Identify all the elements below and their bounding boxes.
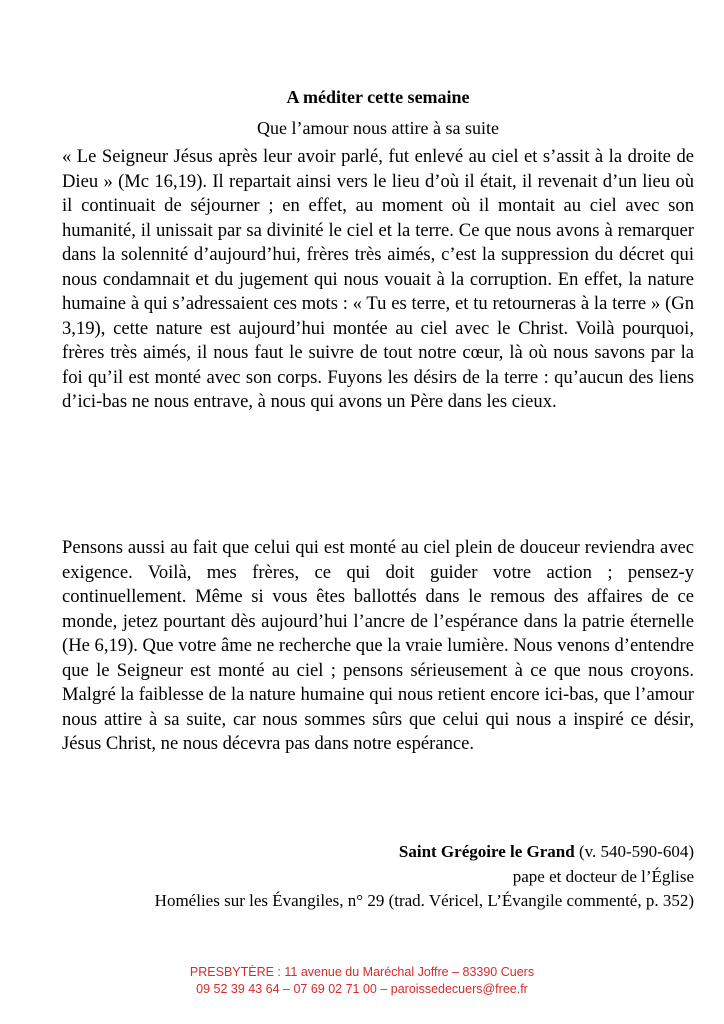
author-dates: (v. 540-590-604)	[574, 842, 694, 861]
page-subtitle: Que l’amour nous attire à sa suite	[257, 118, 499, 138]
author-role: pape et docteur de l’Église	[512, 867, 694, 886]
body-paragraph-2: Pensons aussi au fait que celui qui est monté au ciel plein de douceur reviendra avec exigence. Voilà, mes frères, ce qui doit guider votre action ; pensez-y continuellement. Même si vous êtes ballottés dans le remous des affaires de ce monde, jetez pourtant dès aujourd’hui l’ancre de l’espérance dans la patrie éternelle (He 6,19). Que votre âme ne recherche que la vraie lumière. Nous venons d’entendre que le Seigneur est monté au ciel ; pensons sérieusement à ce que nous croyons. Malgré la faiblesse de la nature humaine qui nous retient encore ici-bas, que l’amour nous attire à sa suite, car nous sommes sûrs que celui qui nous a inspiré ce désir, Jésus Christ, ne nous décevra pas dans notre espérance.	[62, 537, 694, 754]
author-name: Saint Grégoire le Grand	[398, 842, 575, 861]
body-paragraph-1: « Le Seigneur Jésus après leur avoir parlé, fut enlevé au ciel et s’assit à la droite de Dieu » (Mc 16,19). Il repartait ainsi vers le lieu d’où il était, il revenait d’un lieu où il continuait de séjourner ; en effet, au moment où il montait au ciel avec son humanité, il unissait par sa divinité le ciel et la terre. Ce que nous avons à remarquer dans la solennité d’aujourd’hui, frères très aimés, c’est la suppression du décret qui nous condamnait et du jugement qui nous vouait à la corruption. En effet, la nature humaine à qui s’adressaient ces mots : « Tu es terre, et tu retourneras à la terre » (Gn 3,19), cette nature est aujourd’hui montée au ciel avec le Christ. Voilà pourquoi, frères très aimés, il nous faut le suivre de tout notre cœur, là où nous savons par la foi qu’il est monté avec son corps. Fuyons les désirs de la terre : qu’aucun des liens d’ici-bas ne nous entrave, à nous qui avons un Père dans les cieux.	[62, 146, 694, 412]
source-reference: Homélies sur les Évangiles, n° 29 (trad. Véricel, L’Évangile commenté, p. 352)	[154, 891, 694, 910]
footer-address: PRESBYTÈRE : 11 avenue du Maréchal Joffre – 83390 Cuers	[189, 965, 535, 979]
document-page	[62, 0, 694, 1024]
signature-line	[62, 841, 694, 863]
page-title: A méditer cette semaine	[286, 87, 470, 107]
footer-contact: 09 52 39 43 64 – 07 69 02 71 00 – paroissedecuers@free.fr	[196, 982, 528, 996]
